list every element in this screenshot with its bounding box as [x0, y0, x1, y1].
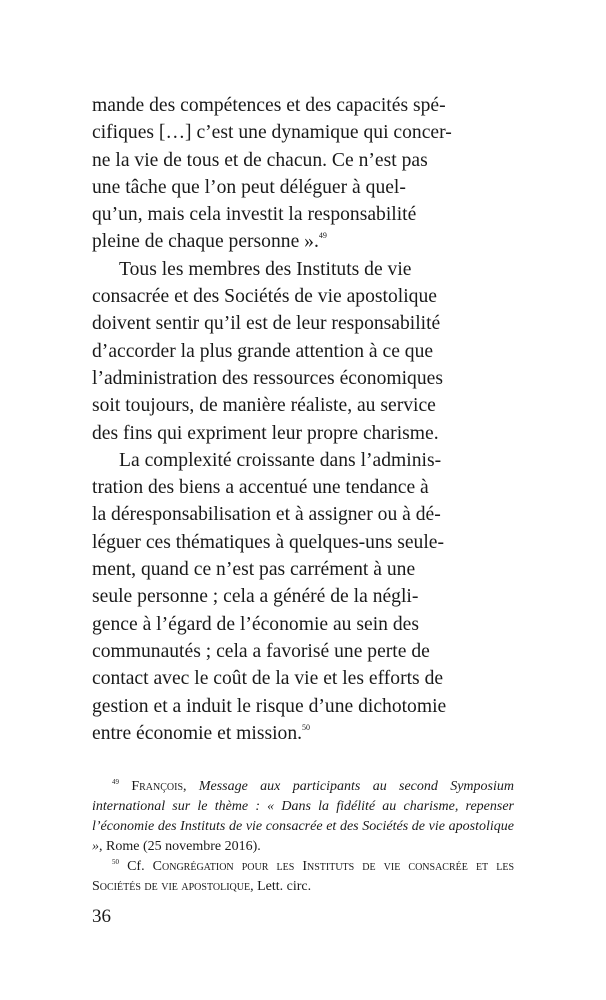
- text-line: doivent sentir qu’il est de leur responsabilité: [92, 313, 441, 335]
- text-line: gestion et a induit le risque d’une dichotomie: [92, 695, 447, 717]
- footnote-49: [92, 777, 514, 857]
- text-line: contact avec le coût de la vie et les efforts de: [92, 668, 444, 690]
- footnotes: [92, 777, 514, 897]
- text-line-last: entre économie et mission.: [92, 722, 303, 744]
- text-line: d’accorder la plus grande attention à ce que: [92, 340, 434, 362]
- text-line: cifiques […] c’est une dynamique qui concer-: [92, 122, 452, 144]
- page-content: [92, 92, 514, 897]
- footnote-50: [92, 857, 514, 897]
- footnote-title: Message aux participants au second Symposium international sur le thème : « Dans la fidélité au charisme, repenser l’économie des Instituts de vie consacrée et des Sociétés de vie apostolique »: [92, 779, 514, 855]
- text-line: Tous les membres des Instituts de vie: [119, 258, 412, 280]
- paragraph-2: [92, 256, 514, 447]
- text-line: ment, quand ce n’est pas carrément à une: [92, 559, 416, 581]
- text-line: soit toujours, de manière réaliste, au service: [92, 395, 436, 417]
- text-line: tration des biens a accentué une tendance à: [92, 477, 429, 499]
- text-line: l’administration des ressources économiques: [92, 367, 443, 389]
- text-line: gence à l’égard de l’économie au sein des: [92, 613, 419, 635]
- footnote-citation: Lett. circ.: [257, 879, 312, 895]
- text-line-last: des fins qui expriment leur propre charisme.: [92, 422, 439, 444]
- text-line-last: pleine de chaque personne ».: [92, 231, 319, 253]
- footnote-ref-49[interactable]: 49: [318, 231, 327, 241]
- text-line: la déresponsabilisation et à assigner ou à dé-: [92, 504, 441, 526]
- text-line: ne la vie de tous et de chacun. Ce n’est pas: [92, 149, 428, 171]
- footnote-prefix: Cf.: [127, 859, 145, 875]
- paragraph-1: [92, 92, 514, 256]
- text-line: une tâche que l’on peut déléguer à quel-: [92, 176, 406, 198]
- text-line: qu’un, mais cela investit la responsabilité: [92, 204, 417, 226]
- footnote-number: 49: [112, 778, 119, 787]
- text-line: communautés ; cela a favorisé une perte de: [92, 640, 430, 662]
- text-line: consacrée et des Sociétés de vie apostolique: [92, 286, 437, 308]
- paragraph-3: [92, 447, 514, 747]
- text-line: léguer ces thématiques à quelques-uns seule-: [92, 531, 445, 553]
- body-text: [92, 92, 514, 747]
- footnote-organization: Congrégation pour les Instituts de vie consacrée et les Sociétés de vie apostolique,: [92, 859, 515, 895]
- text-line: mande des compétences et des capacités spé-: [92, 95, 446, 116]
- page-number: 36: [92, 906, 111, 927]
- footnote-author: François,: [131, 779, 187, 795]
- footnote-citation: , Rome (25 novembre 2016).: [99, 839, 261, 855]
- footnote-ref-50[interactable]: 50: [302, 722, 311, 732]
- footnote-number: 50: [112, 858, 119, 867]
- text-line: seule personne ; cela a généré de la négli-: [92, 586, 419, 608]
- text-line: La complexité croissante dans l’adminis-: [119, 449, 442, 471]
